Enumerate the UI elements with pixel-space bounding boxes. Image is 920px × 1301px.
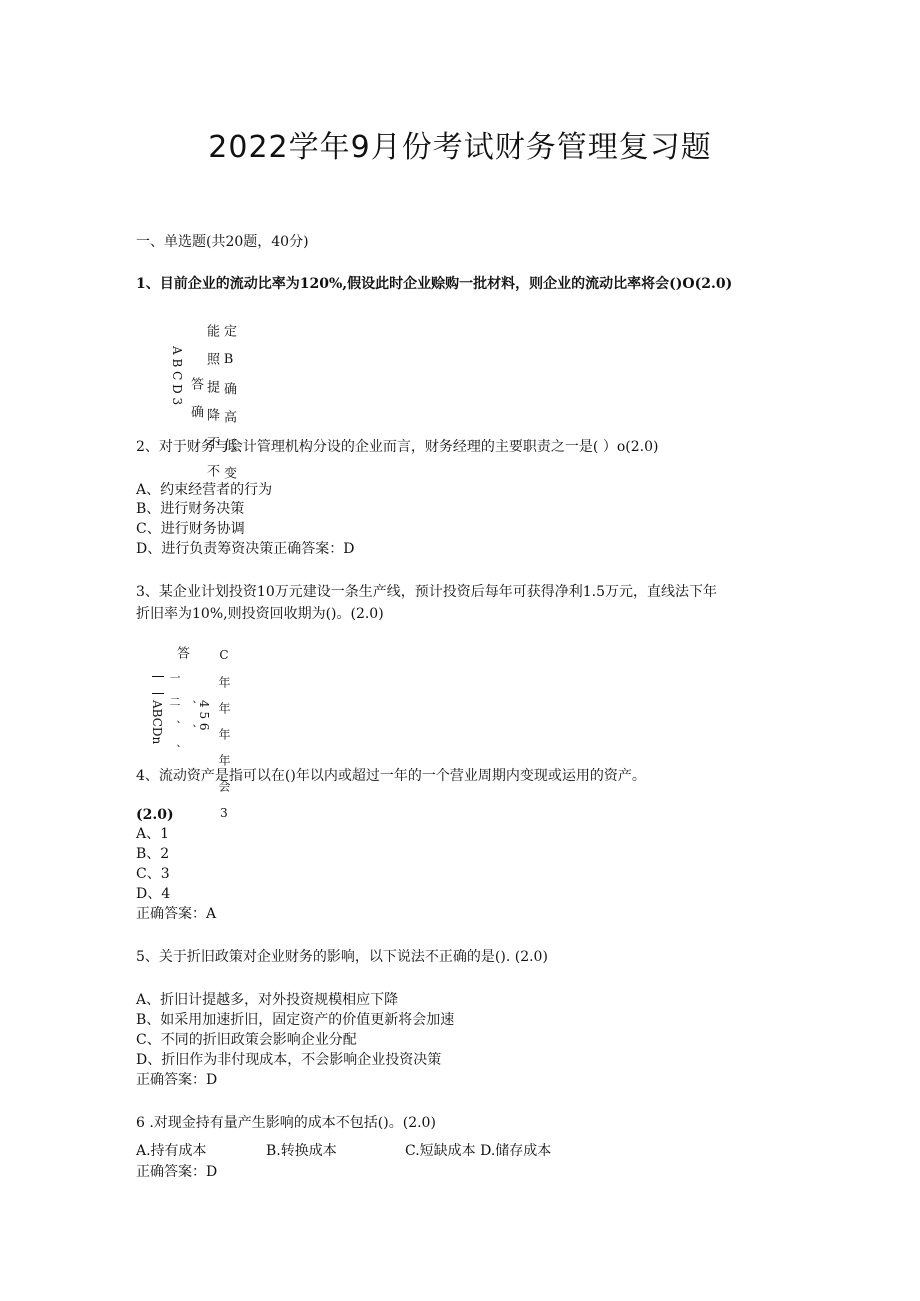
q1-option-column: A B C D 3 (170, 346, 184, 406)
question-4-text: 4、流动资产是指可以在()年以内或超过一年的一个营业周期内变现或运用的资产。 (136, 768, 646, 784)
q6-option-a: A.持有成本 (136, 1143, 207, 1159)
q6-answer: 正确答案：D (136, 1164, 218, 1180)
q4-option-b: B、2 (136, 846, 170, 862)
q1-option-column: 定 B 确 高 低 变 (221, 324, 236, 479)
question-6-text: 6 .对现金持有量产生影响的成本不包括()。(2.0) (136, 1115, 436, 1131)
q4-option-d: D、4 (136, 886, 171, 902)
q5-option-a: A、折旧计提越多，对外投资规模相应下降 (136, 992, 399, 1008)
q1-option-column: 答 确 (188, 377, 203, 418)
question-2-text: 2、对于财务与会计管理机构分设的企业而言，财务经理的主要职责之一是( ）o(2.0) (136, 439, 659, 455)
q4-score: (2.0) (136, 807, 174, 823)
q5-option-b: B、如采用加速折旧，固定资产的价值更新将会加速 (136, 1012, 455, 1028)
q2-option-c: C、进行财务协调 (136, 521, 245, 537)
q5-option-c: C、不同的折旧政策会影响企业分配 (136, 1032, 357, 1048)
question-5-text: 5、关于折旧政策对企业财务的影响，以下说法不正确的是(). (2.0) (136, 949, 548, 965)
page-title: 2022学年9月份考试财务管理复习题 (208, 130, 712, 165)
q4-option-a: A、1 (136, 826, 170, 842)
q3-option-column: 、 、 (184, 700, 197, 735)
q3-rule (152, 676, 164, 677)
q6-option-b: B.转换成本 (266, 1143, 337, 1159)
q6-option-cd: C.短缺成本 D.储存成本 (405, 1143, 552, 1159)
q3-option-column: C 年 年 年 年 会 3 (217, 648, 231, 820)
q4-answer: 正确答案：A (136, 906, 217, 922)
q2-option-d: D、进行负责筹资决策正确答案：D (136, 541, 355, 557)
question-3-text-line1: 3、某企业计划投资10万元建设一条生产线，预计投资后每年可获得净利1.5万元，直线法下年 (136, 584, 717, 600)
q5-option-d: D、折旧作为非付现成本，不会影响企业投资决策 (136, 1052, 442, 1068)
q3-option-column: 答 (174, 646, 189, 659)
q2-option-b: B、进行财务决策 (136, 501, 245, 517)
question-3-text-line2: 折旧率为10%,则投资回收期为()。(2.0) (136, 606, 384, 622)
question-1-text: 1、目前企业的流动比率为120%,假设此时企业赊购一批材料，则企业的流动比率将会()O(2.0) (136, 276, 733, 292)
q3-option-column: ABCDn (150, 700, 164, 745)
q3-option-column: 一 二 、 、 (168, 672, 181, 755)
q4-option-c: C、3 (136, 866, 170, 882)
q5-answer: 正确答案：D (136, 1072, 218, 1088)
section-heading: 一、单选题(共20题，40分) (136, 234, 309, 250)
q1-option-column: 能 照 提 降 不 不 (204, 324, 219, 477)
q2-option-a: A、约束经营者的行为 (136, 482, 273, 498)
q3-option-column: 4 5 6 (197, 700, 211, 731)
q3-rule (152, 693, 164, 694)
